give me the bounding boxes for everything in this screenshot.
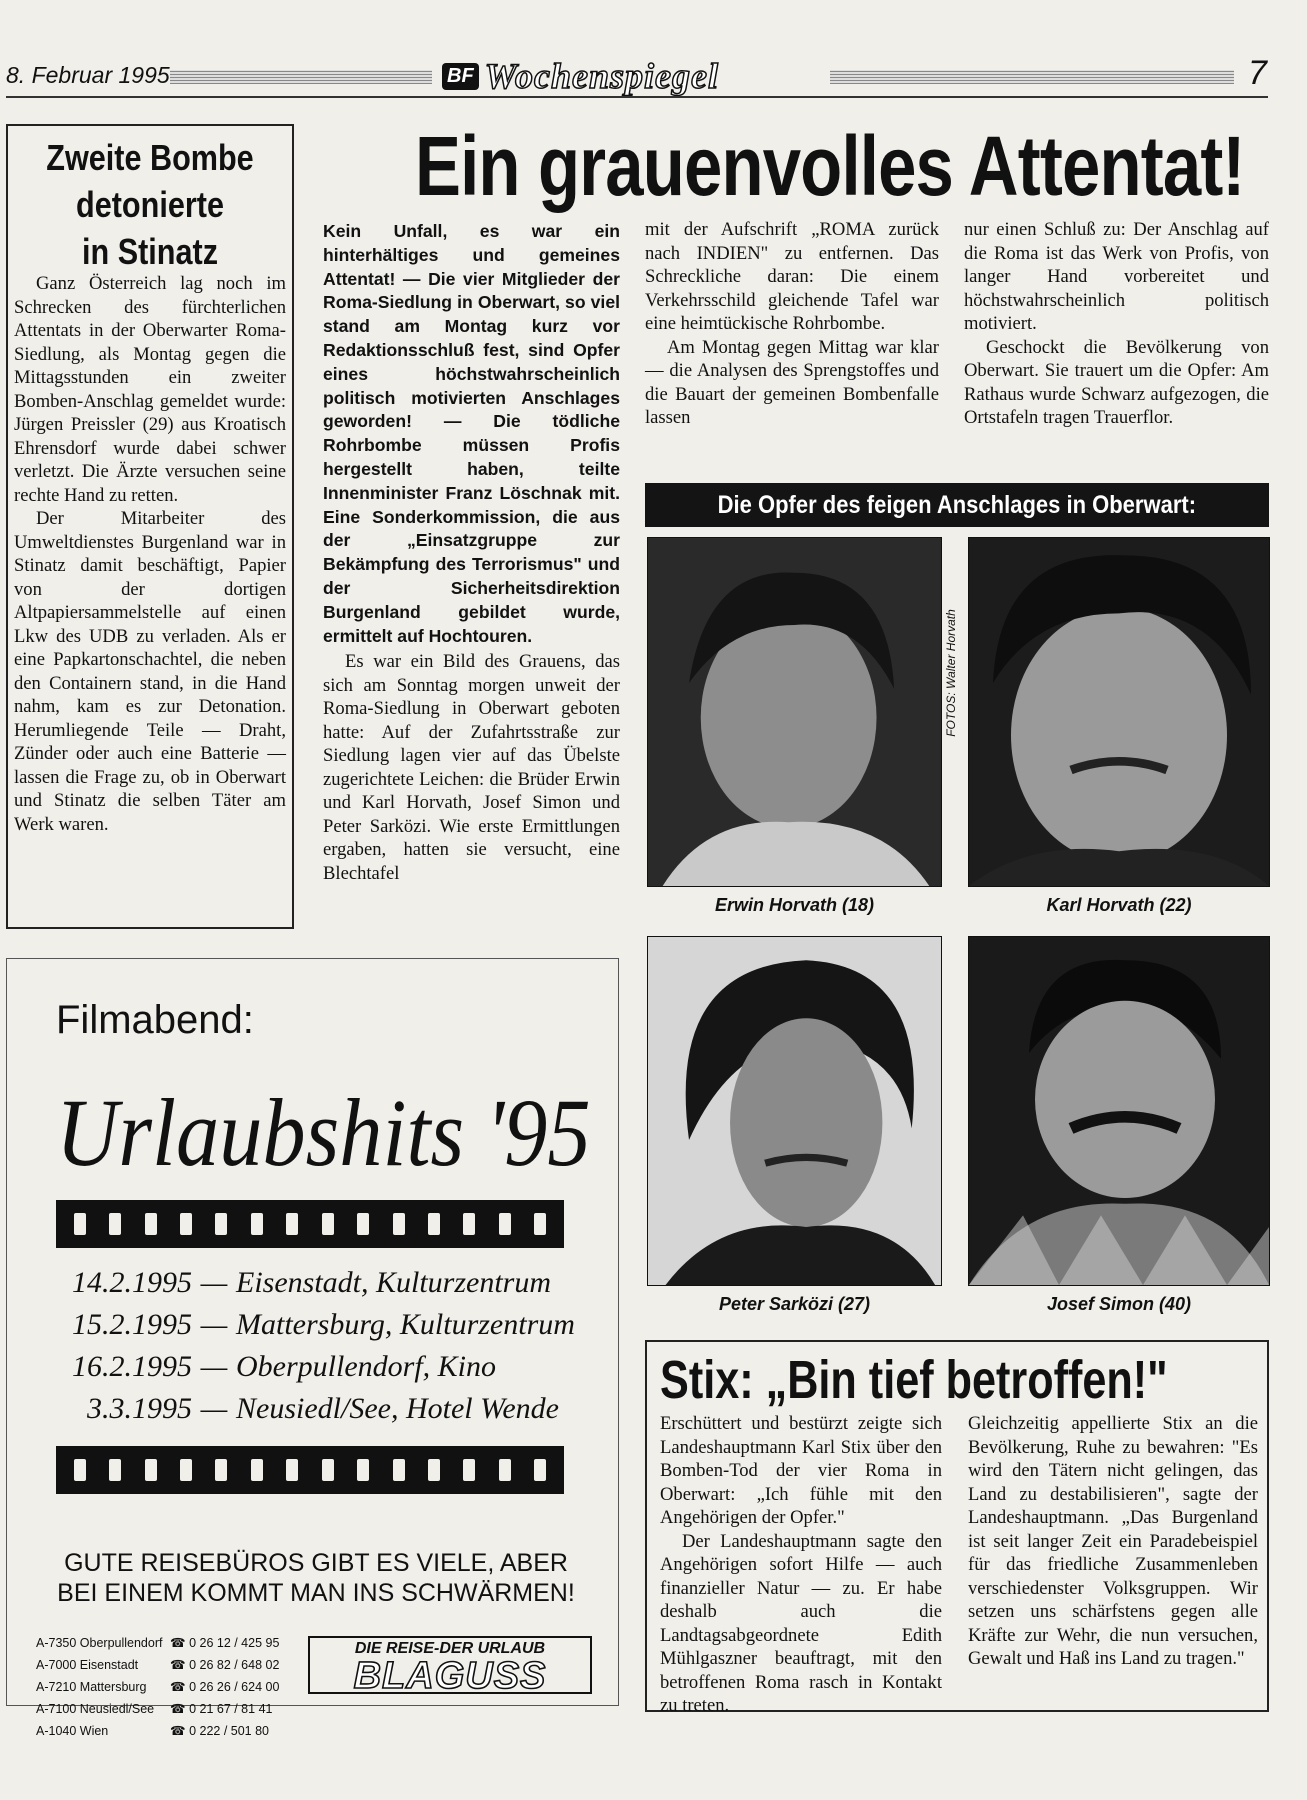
stix-paragraph: Erschüttert und bestürzt zeigte sich Landeshauptmann Karl Stix über den Bomben-Tod der vier Roma in Oberwart: „Ich fühle mit den Angehörigen der Opfer."	[660, 1413, 942, 1528]
victim-photo-peter	[647, 936, 942, 1286]
office-city: A-7210 Mattersburg	[36, 1680, 147, 1694]
event-row	[56, 1262, 576, 1304]
article-headline: Ein grauenvolles Attentat!	[414, 119, 1245, 213]
header-rule-left	[170, 70, 432, 84]
event-dash: —	[200, 1350, 228, 1383]
event-date: 16.2.1995	[72, 1350, 192, 1383]
victim-photo-karl	[968, 537, 1270, 887]
event-date: 15.2.1995	[72, 1308, 192, 1341]
article-column-c	[964, 218, 1269, 430]
office-row	[36, 1676, 296, 1698]
event-place: Eisenstadt, Kulturzentrum	[236, 1266, 552, 1299]
article-lead: Kein Unfall, es war ein hinterhältiges und gemeines Attentat! — Die vier Mitglieder der Roma-Siedlung in Oberwart, so viel stand am Montag kurz vor Redaktionsschluß fest, sind Opfer eines höchstwahrscheinlich politisch motivierten Anschlages geworden! — Die tödliche Rohrbombe müssen Profis hergestellt haben, teilte Innenminister Franz Löschnak mit. Eine Sonderkommission, die aus der „Einsatzgruppe zur Bekämpfung des Terrorismus" und der Sicherheitsdirektion Burgenland gebildet wurde, ermittelt auf Hochtouren.	[323, 221, 620, 646]
photo-credit: FOTOS: Walter Horvath	[944, 609, 958, 737]
ad-title: Urlaubshits '95	[56, 1079, 591, 1186]
office-city: A-7350 Oberpullendorf	[36, 1636, 163, 1650]
phone-icon: ☎	[170, 1636, 186, 1650]
phone-icon: ☎	[170, 1658, 186, 1672]
ad-slogan	[38, 1548, 594, 1608]
ad-intro: Filmabend:	[56, 998, 254, 1042]
header-rule-right	[830, 70, 1234, 84]
ad-slogan-line: GUTE REISEBÜROS GIBT ES VIELE, ABER	[64, 1549, 568, 1577]
sidebar-paragraph: Ganz Österreich lag noch im Schrecken des fürchterlichen Attentats in der Oberwarter Roma-Siedlung, als Montag gegen die Mittagsstunden ein zweiter Bomben-Anschlag gemeldet wurde: Jürgen Preissler (29) aus Kroatisch Ehrensdorf wurde dabei schwer verletzt. Die Ärzte versuchen seine rechte Hand zu retten.	[14, 273, 286, 506]
article-paragraph: Es war ein Bild des Grauens, das sich am Sonntag morgen unweit der Roma-Siedlung in Oberwart geboten hatte: Auf der Zufahrtsstraße zur Siedlung lagen vier auf das Übelste zugerichtete Leichen: die Brüder Erwin und Karl Horvath, Josef Simon und Peter Sarközi. Wie erste Ermittlungen ergaben, hatten sie versucht, eine Blechtafel	[323, 651, 620, 884]
office-phone: 0 26 26 / 624 00	[189, 1680, 280, 1694]
event-row	[56, 1388, 576, 1430]
event-date: 3.3.1995	[87, 1392, 192, 1425]
sidebar-paragraph: Der Mitarbeiter des Umweltdienstes Burgenland war in Stinatz damit beschäftigt, Papier von der dortigen Altpapiersammelstelle auf einen Lkw des UDB zu verladen. Als er eine Papkartonschachtel, die neben den Containern stand, in die Hand nahm, kam es zur Detonation. Herumliegende Teile — Draht, Zünder oder auch eine Batterie — lassen die Frage zu, ob in Oberwart und Stinatz die selben Täter am Werk waren.	[14, 508, 286, 835]
phone-icon: ☎	[170, 1724, 186, 1738]
event-dash: —	[200, 1308, 228, 1341]
sidebar-headline-line: detonierte	[76, 184, 224, 225]
brand-tagline: DIE REISE-DER URLAUB	[354, 1640, 546, 1657]
office-phone: 0 21 67 / 81 41	[189, 1702, 273, 1716]
event-row	[56, 1304, 576, 1346]
victims-title: Die Opfer des feigen Anschlages in Oberwart:	[717, 491, 1197, 519]
masthead-logo	[442, 56, 719, 96]
victims-title-bar	[645, 483, 1269, 527]
office-phone: 0 26 82 / 648 02	[189, 1658, 280, 1672]
office-phone: 0 26 12 / 425 95	[189, 1636, 280, 1650]
event-place: Oberpullendorf, Kino	[236, 1350, 496, 1383]
sidebar-headline	[31, 134, 269, 275]
logo-title: Wochenspiegel	[484, 56, 719, 96]
office-row	[36, 1654, 296, 1676]
filmstrip-graphic	[56, 1200, 564, 1248]
filmstrip-graphic	[56, 1446, 564, 1494]
event-dash: —	[200, 1266, 228, 1299]
office-row	[36, 1632, 296, 1654]
phone-icon: ☎	[170, 1702, 186, 1716]
victim-caption: Erwin Horvath (18)	[714, 895, 875, 915]
stix-column-a	[660, 1412, 942, 1718]
sidebar-headline-line: Zweite Bombe	[46, 137, 254, 178]
event-date: 14.2.1995	[72, 1266, 192, 1299]
victim-photo-erwin	[647, 537, 942, 887]
phone-icon: ☎	[170, 1680, 186, 1694]
sidebar-headline-line: in Stinatz	[82, 231, 218, 272]
article-paragraph: Geschockt die Bevölkerung von Oberwart. Sie trauert um die Opfer: Am Rathaus wurde Schwarz aufgezogen, die Ortstafeln tragen Trauerflor.	[964, 336, 1269, 428]
stix-headline: Stix: „Bin tief betroffen!"	[660, 1350, 1168, 1410]
victim-caption: Peter Sarközi (27)	[718, 1294, 871, 1314]
event-place: Neusiedl/See, Hotel Wende	[236, 1392, 559, 1425]
victim-caption: Karl Horvath (22)	[1046, 895, 1192, 915]
office-city: A-1040 Wien	[36, 1724, 109, 1738]
stix-paragraph: Gleichzeitig appellierte Stix an die Bevölkerung, Ruhe zu bewahren: "Es wird den Tätern nicht gelingen, das Land zu destabilisieren", sagte der Landeshauptmann. „Das Burgenland ist seit langer Zeit ein Paradebeispiel für das friedliche Zusammenleben verschiedenster Volksgruppen. Wir setzen uns schärfstens gegen alle Kräfte zur Wehr, die nun versuchen, Gewalt und Haß ins Land zu tragen."	[968, 1413, 1258, 1669]
office-row	[36, 1698, 296, 1720]
article-paragraph: Am Montag gegen Mittag war klar — die Analysen des Sprengstoffes und die Bauart der gemeinen Bombenfalle lassen	[645, 336, 939, 428]
article-paragraph: nur einen Schluß zu: Der Anschlag auf die Roma ist das Werk von Profis, von langer Hand vorbereitet und höchstwahrscheinlich politisch motiviert.	[964, 219, 1269, 334]
office-city: A-7000 Eisenstadt	[36, 1658, 139, 1672]
office-phone: 0 222 / 501 80	[189, 1724, 269, 1738]
event-list	[56, 1262, 576, 1430]
event-dash: —	[200, 1392, 228, 1425]
header-divider	[6, 96, 1268, 98]
ad-slogan-line: BEI EINEM KOMMT MAN INS SCHWÄRMEN!	[57, 1579, 575, 1607]
office-list	[36, 1632, 296, 1742]
issue-date: 8. Februar 1995	[6, 62, 170, 88]
victim-photo-josef	[968, 936, 1270, 1286]
page-number: 7	[1248, 54, 1267, 92]
victim-caption: Josef Simon (40)	[1046, 1294, 1192, 1314]
stix-column-b	[968, 1412, 1258, 1671]
article-column-a	[323, 220, 620, 885]
office-city: A-7100 Neusiedl/See	[36, 1702, 155, 1716]
brand-name: BLAGUSS	[353, 1655, 547, 1697]
article-paragraph: mit der Aufschrift „ROMA zurück nach INDIEN" zu entfernen. Das Schreckliche daran: Die einem Verkehrsschild gleichende Tafel war eine heimtückische Rohrbombe.	[645, 219, 939, 334]
stix-paragraph: Der Landeshauptmann sagte den Angehörigen sofort Hilfe — auch finanzieller Natur — zu. Er habe deshalb auch die Landtagsabgeordnete Edith Mühlgaszner beauftragt, mit den betroffenen Roma rasch in Kontakt zu treten.	[660, 1530, 942, 1716]
sidebar-body	[14, 272, 286, 836]
logo-mark: BF	[442, 63, 479, 90]
event-row	[56, 1346, 576, 1388]
article-column-b	[645, 218, 939, 430]
office-row	[36, 1720, 296, 1742]
event-place: Mattersburg, Kulturzentrum	[236, 1308, 575, 1341]
